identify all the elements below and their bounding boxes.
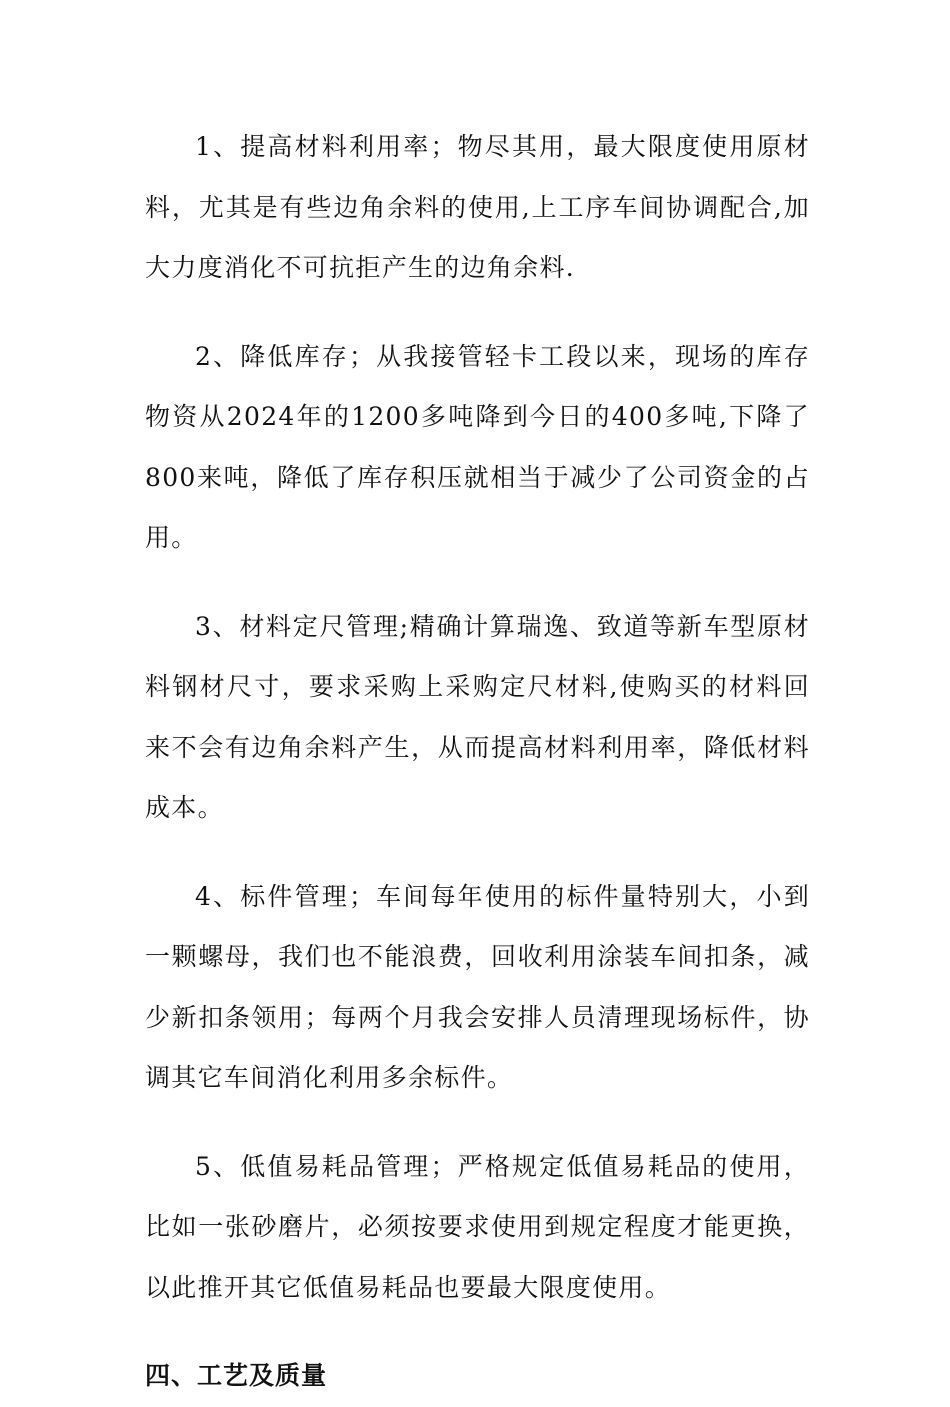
- paragraph-fixed-length-material: 3、材料定尺管理;精确计算瑞逸、致道等新车型原材料钢材尺寸，要求采购上采购定尺材料,使购买的材料回来不会有边角余料产生，从而提高材料利用率，降低材料成本。: [145, 611, 810, 822]
- document-body: [145, 117, 810, 1407]
- section-heading: 四、工艺及质量: [145, 1361, 328, 1390]
- paragraph-standard-parts: 4、标件管理；车间每年使用的标件量特别大，小到一颗螺母，我们也不能浪费，回收利用涂装车间扣条，减少新扣条领用；每两个月我会安排人员清理现场标件，协调其它车间消化利用多余标件。: [145, 881, 810, 1092]
- paragraph-consumables: 5、低值易耗品管理；严格规定低值易耗品的使用，比如一张砂磨片，必须按要求使用到规定程度才能更换，以此推开其它低值易耗品也要最大限度使用。: [145, 1151, 810, 1302]
- paragraph-reduce-inventory: 2、降低库存；从我接管轻卡工段以来，现场的库存物资从2024年的1200多吨降到今日的400多吨,下降了800来吨，降低了库存积压就相当于减少了公司资金的占用。: [145, 341, 810, 552]
- paragraph-material-utilization: 1、提高材料利用率；物尽其用，最大限度使用原材料，尤其是有些边角余料的使用,上工序车间协调配合,加大力度消化不可抗拒产生的边角余料.: [145, 132, 810, 282]
